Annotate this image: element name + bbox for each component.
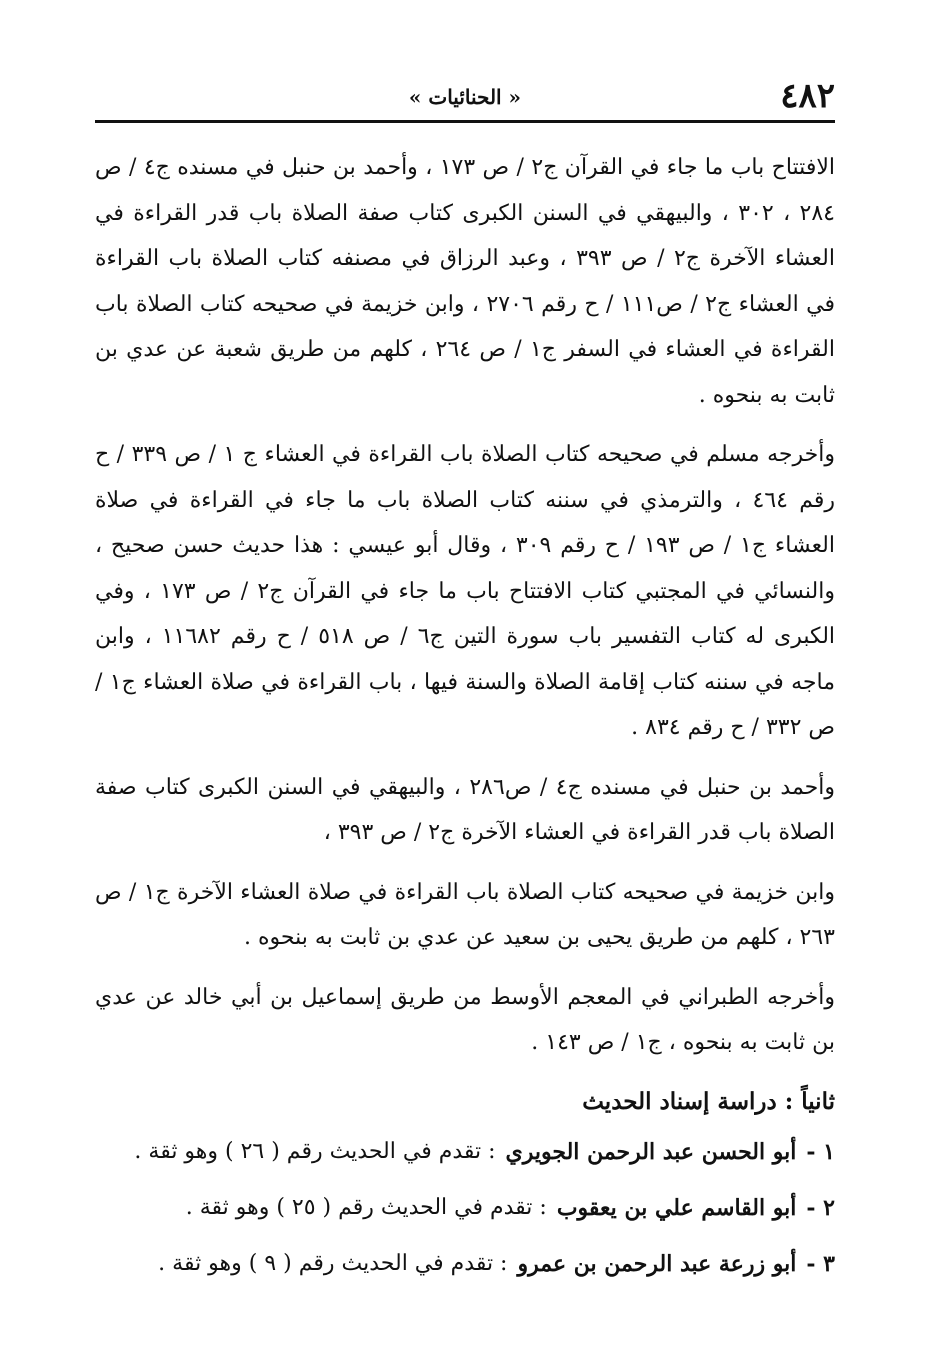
page-body [95, 145, 835, 1282]
book-page [95, 70, 835, 1302]
takhrij-paragraph-1: الافتتاح باب ما جاء في القرآن ج٢ / ص ١٧٣ ، وأحمد بن حنبل في مسنده ج٤ / ص ٢٨٤ ، ٣٠٢ ، والبيهقي في السنن الكبرى كتاب صفة الصلاة باب قدر القراءة في العشاء الآخرة ج٢ / ص ٣٩٣ ، وعبد الرزاق في مصنفه كتاب الصلاة باب القراءة في العشاء ج٢ / ص١١١ / ح رقم ٢٧٠٦ ، وابن خزيمة في صحيحه كتاب الصلاة باب القراءة في العشاء في السفر ج١ / ص ٢٦٤ ، كلهم من طريق شعبة عن عدي بن ثابت به بنحوه . [95, 155, 835, 408]
narrator-item [95, 1246, 835, 1282]
takhrij-paragraph-2: وأخرجه مسلم في صحيحه كتاب الصلاة باب القراءة في العشاء ج ١ / ص ٣٣٩ / ح رقم ٤٦٤ ، والترمذي في سننه كتاب الصلاة باب ما جاء في القراءة في صلاة العشاء ج١ / ص ١٩٣ / ح رقم ٣٠٩ ، وقال أبو عيسي : هذا حديث حسن صحيح ، والنسائي في المجتبي كتاب الافتتاح باب ما جاء في القرآن ج٢ / ص ١٧٣ ، وفي الكبرى له كتاب التفسير باب سورة التين ج٦ / ص ٥١٨ / ح رقم ١١٦٨٢ ، وابن ماجه في سننه كتاب إقامة الصلاة والسنة فيها ، باب القراءة في صلاة العشاء ج١ / ص ٣٣٢ / ح رقم ٨٣٤ . [95, 442, 836, 740]
takhrij-paragraph-5: وأخرجه الطبراني في المعجم الأوسط من طريق إسماعيل بن أبي خالد عن عدي بن ثابت به بنحوه ، ج١ / ص ١٤٣ . [95, 984, 835, 1055]
narrator-name: أبو القاسم علي بن يعقوب [556, 1194, 797, 1221]
narrator-number: ١ - [806, 1138, 835, 1165]
narrator-note: : تقدم في الحديث رقم ( ٢٥ ) وهو ثقة . [185, 1194, 547, 1220]
takhrij-paragraph-3: وأحمد بن حنبل في مسنده ج٤ / ص٢٨٦ ، والبيهقي في السنن الكبرى كتاب صفة الصلاة باب قدر القراءة في العشاء الآخرة ج٢ / ص ٣٩٣ ، [95, 774, 836, 845]
page-number: ٤٨٢ [780, 76, 835, 116]
section-heading: ثانياً : دراسة إسناد الحديث [582, 1087, 835, 1115]
running-title: « الحنائيات » [408, 85, 522, 109]
narrator-item [95, 1134, 835, 1170]
takhrij-paragraph-4: وابن خزيمة في صحيحه كتاب الصلاة باب القراءة في صلاة العشاء الآخرة ج١ / ص ٢٦٣ ، كلهم من طريق يحيى بن سعيد عن عدي بن ثابت به بنحوه . [95, 879, 835, 950]
narrator-item [95, 1190, 835, 1226]
page-header [95, 70, 835, 123]
narrator-note: : تقدم في الحديث رقم ( ٩ ) وهو ثقة . [158, 1250, 508, 1276]
narrator-note: : تقدم في الحديث رقم ( ٢٦ ) وهو ثقة . [134, 1138, 496, 1164]
narrator-number: ٣ - [806, 1250, 835, 1277]
narrator-number: ٢ - [806, 1194, 835, 1221]
narrator-name: أبو زرعة عبد الرحمن بن عمرو [517, 1250, 797, 1277]
narrator-name: أبو الحسن عبد الرحمن الجويري [505, 1138, 797, 1165]
